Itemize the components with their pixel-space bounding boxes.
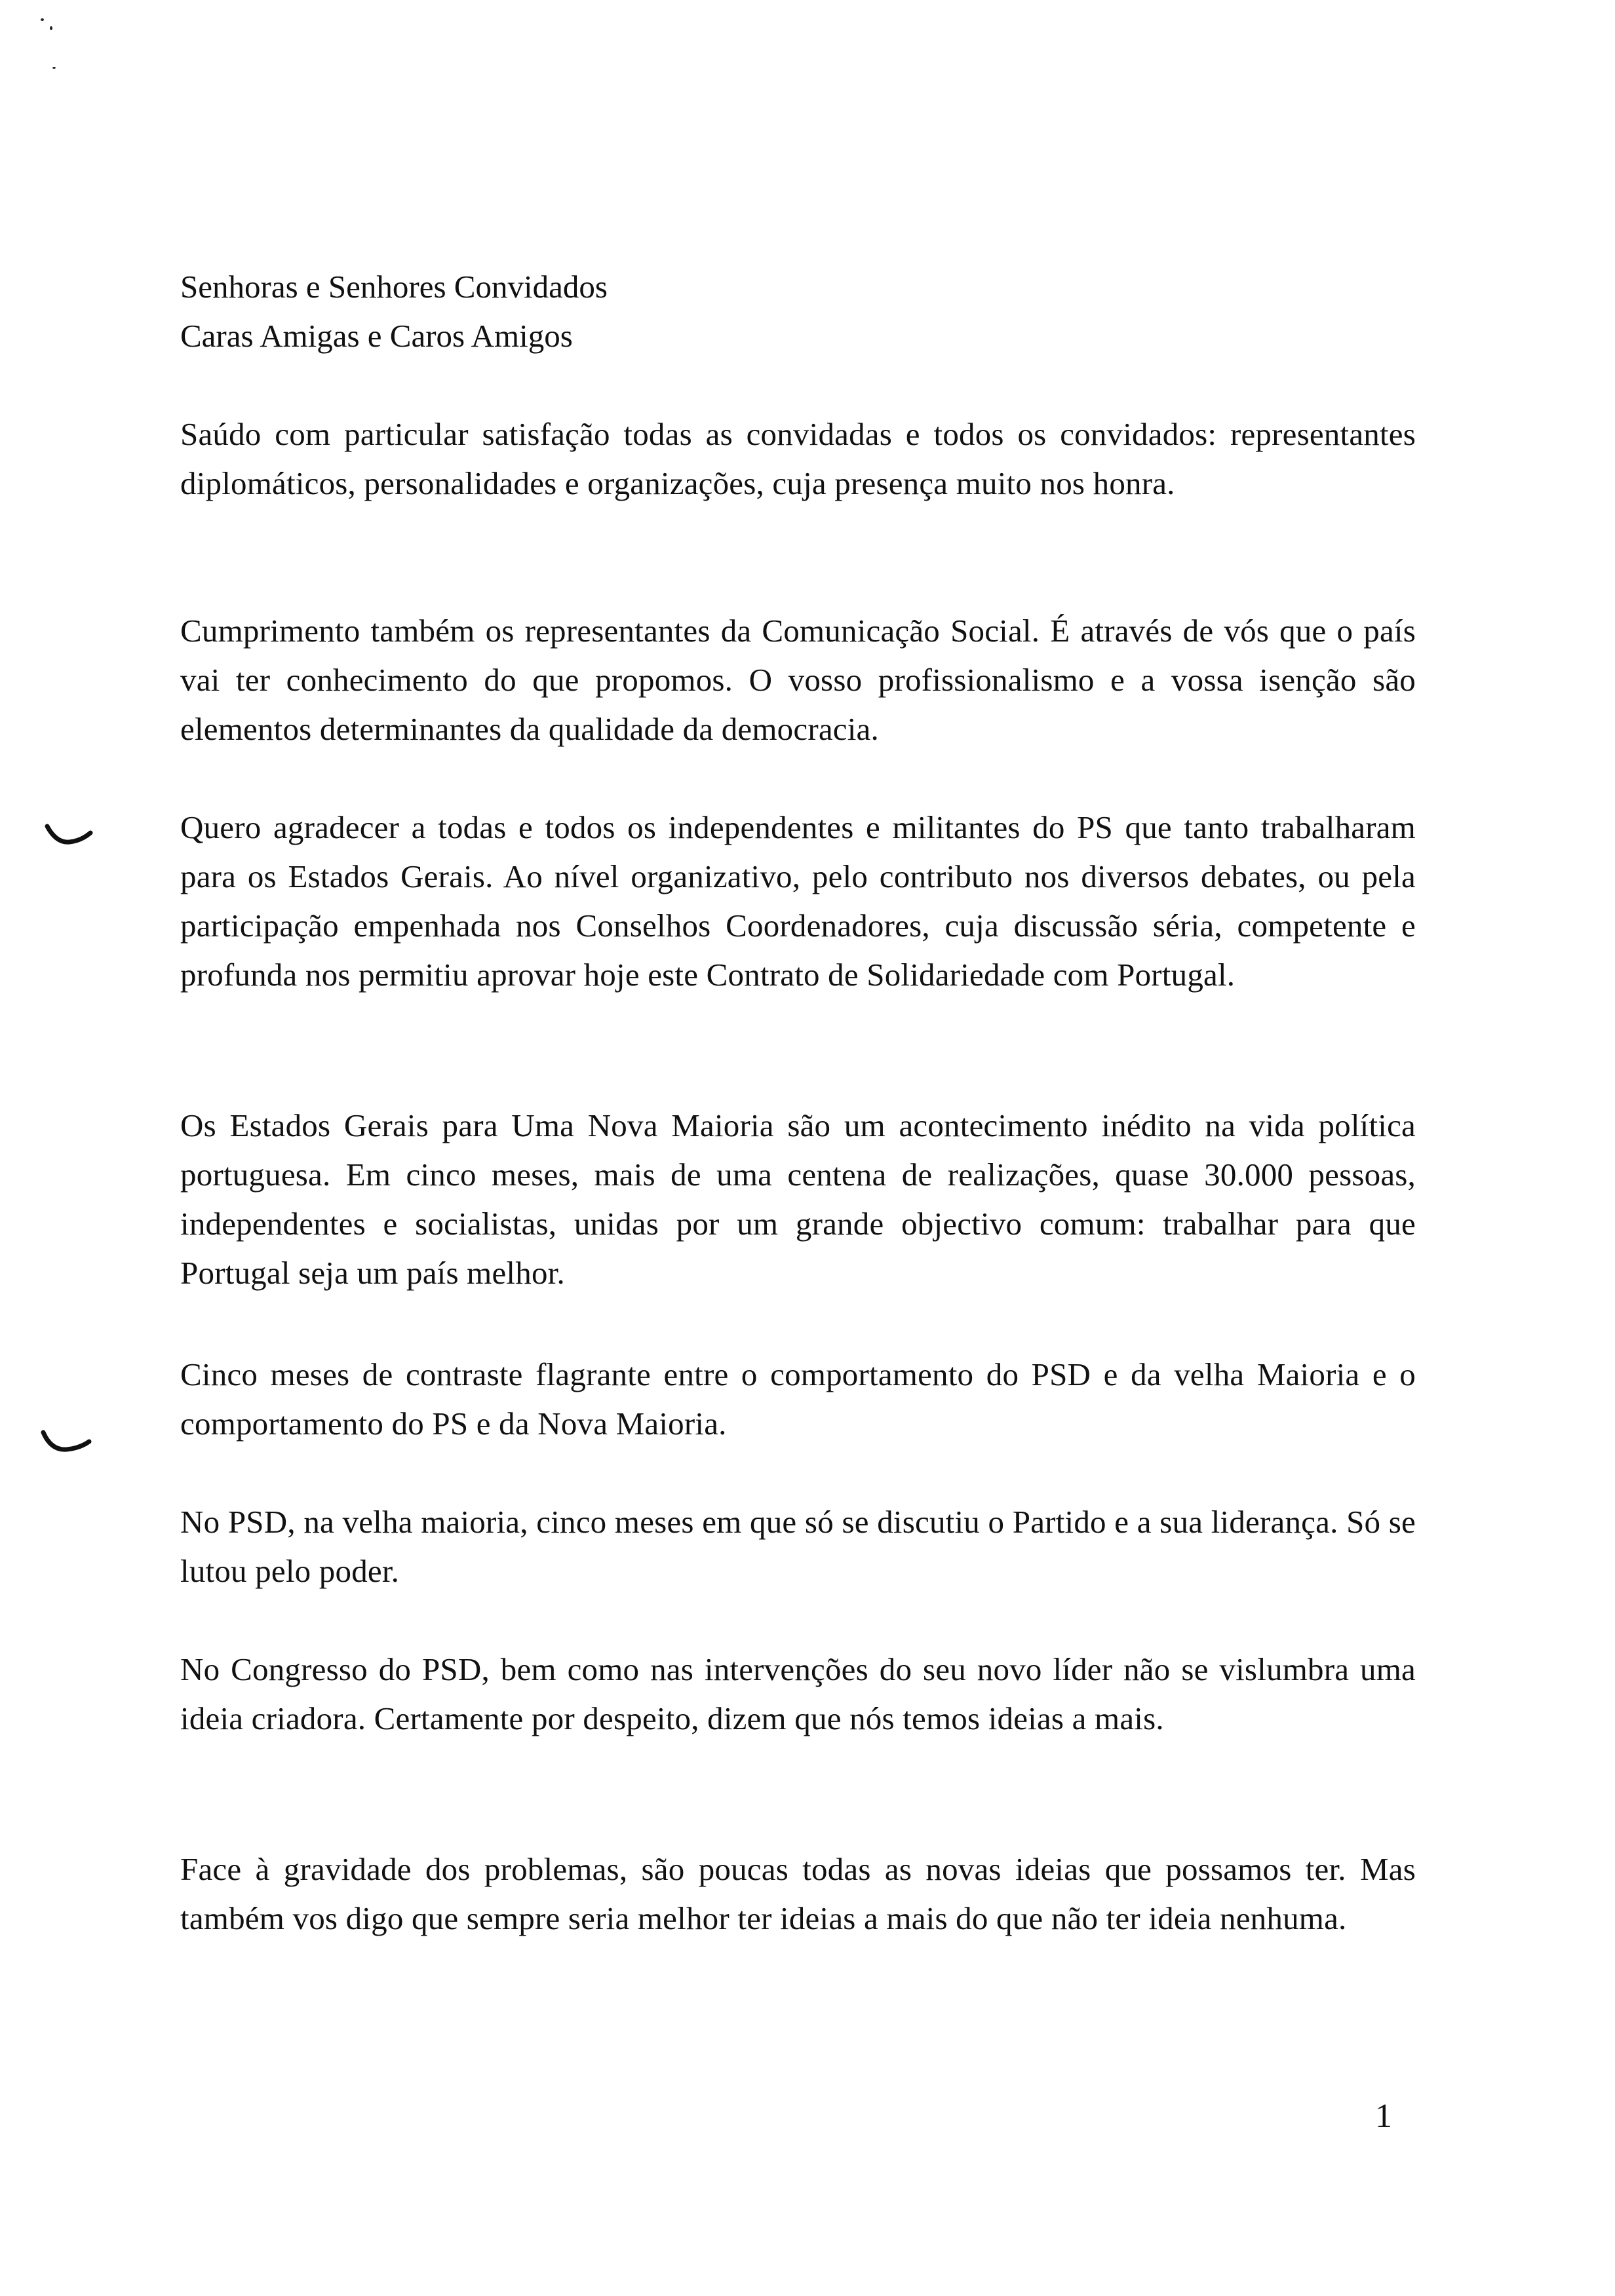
salutation-line: Caras Amigas e Caros Amigos	[180, 318, 573, 354]
salutation-line: Senhoras e Senhores Convidados	[180, 269, 608, 305]
body-paragraph: Cumprimento também os representantes da Comunicação Social. É através de vós que o país vai ter conhecimento do que propomos. O vosso profissionalismo e a vossa isenção são elementos determinantes da qualidade da democracia.	[180, 613, 1416, 747]
body-paragraph: Cinco meses de contraste flagrante entre o comportamento do PSD e da velha Maioria e o comportamento do PS e da Nova Maioria.	[180, 1356, 1416, 1442]
margin-check-mark	[43, 822, 96, 849]
margin-check-mark	[39, 1428, 94, 1457]
body-paragraph: No Congresso do PSD, bem como nas intervenções do seu novo líder não se vislumbra uma ideia criadora. Certamente por despeito, dizem que nós temos ideias a mais.	[180, 1651, 1416, 1736]
body-paragraph: Os Estados Gerais para Uma Nova Maioria são um acontecimento inédito na vida política portuguesa. Em cinco meses, mais de uma centena de realizações, quase 30.000 pessoas, independentes e socialistas, unidas por um grande objectivo comum: trabalhar para que Portugal seja um país melhor.	[180, 1107, 1416, 1291]
page-number: 1	[1375, 2097, 1392, 2135]
scan-speck	[41, 18, 44, 21]
scan-speck	[52, 67, 56, 69]
body-paragraph: No PSD, na velha maioria, cinco meses em que só se discutiu o Partido e a sua liderança. Só se lutou pelo poder.	[180, 1504, 1416, 1589]
body-paragraph: Face à gravidade dos problemas, são poucas todas as novas ideias que possamos ter. Mas também vos digo que sempre seria melhor ter ideias a mais do que não ter ideia nenhuma.	[180, 1851, 1416, 1936]
scan-speck	[50, 26, 52, 30]
body-paragraph: Quero agradecer a todas e todos os independentes e militantes do PS que tanto trabalharam para os Estados Gerais. Ao nível organizativo, pelo contributo nos diversos debates, ou pela participação empenhada nos Conselhos Coordenadores, cuja discussão séria, competente e profunda nos permitiu aprovar hoje este Contrato de Solidariedade com Portugal.	[180, 809, 1416, 993]
body-paragraph: Saúdo com particular satisfação todas as convidadas e todos os convidados: representantes diplomáticos, personalidades e organizações, cuja presença muito nos honra.	[180, 416, 1416, 501]
